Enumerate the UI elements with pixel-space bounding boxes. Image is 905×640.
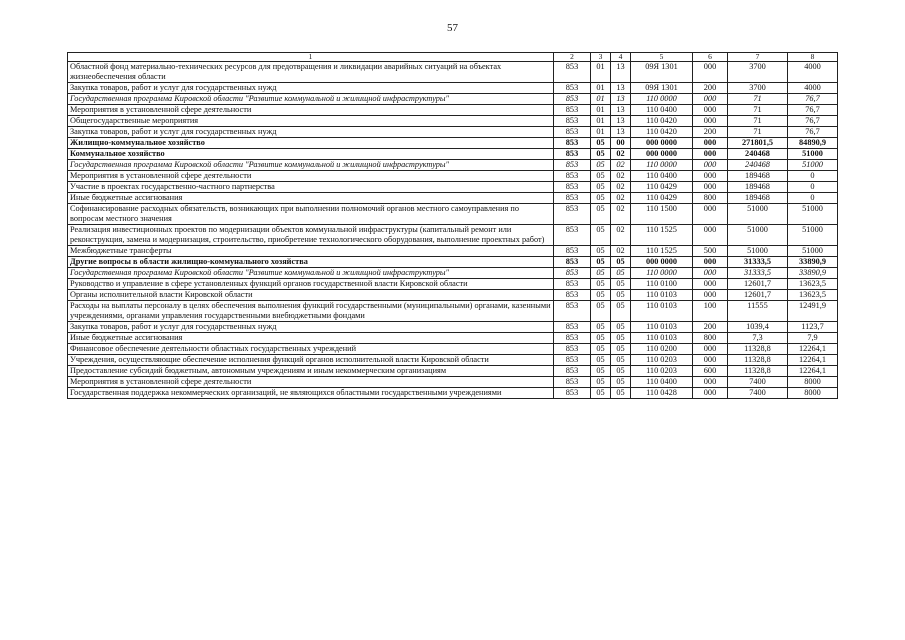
section-cell: 05 [591, 377, 611, 388]
row-name-cell: Другие вопросы в области жилищно-коммунального хозяйства [68, 257, 554, 268]
code-admin-cell: 853 [554, 388, 591, 399]
code-admin-cell: 853 [554, 62, 591, 83]
subsection-cell: 05 [611, 322, 631, 333]
amount-year1-cell: 1039,4 [728, 322, 788, 333]
row-name-cell: Расходы на выплаты персоналу в целях обеспечения выполнения функций государственными (муниципальными) органами, казенными учреждениями, органами управления государственными внебюджетными фондами [68, 301, 554, 322]
target-article-cell: 110 0400 [631, 377, 693, 388]
code-admin-cell: 853 [554, 322, 591, 333]
section-cell: 05 [591, 225, 611, 246]
section-cell: 05 [591, 182, 611, 193]
target-article-cell: 000 0000 [631, 257, 693, 268]
row-name-cell: Финансовое обеспечение деятельности областных государственных учреждений [68, 344, 554, 355]
amount-year1-cell: 11328,8 [728, 344, 788, 355]
table-row [68, 105, 838, 116]
expense-type-cell: 000 [693, 377, 728, 388]
expense-type-cell: 000 [693, 160, 728, 171]
target-article-cell: 110 1525 [631, 246, 693, 257]
subsection-cell: 02 [611, 193, 631, 204]
amount-year2-cell: 76,7 [788, 105, 838, 116]
target-article-cell: 110 0000 [631, 94, 693, 105]
code-admin-cell: 853 [554, 355, 591, 366]
subsection-cell: 02 [611, 204, 631, 225]
section-cell: 05 [591, 160, 611, 171]
row-name-cell: Коммунальное хозяйство [68, 149, 554, 160]
target-article-cell: 110 0103 [631, 290, 693, 301]
row-name-cell: Иные бюджетные ассигнования [68, 193, 554, 204]
row-name-cell: Реализация инвестиционных проектов по модернизации объектов коммунальной инфраструктуры (капитальный ремонт или реконструкция, замена и модернизация, строительство, приобретение технологического оборудования, выполнение проектных работ) [68, 225, 554, 246]
subsection-cell: 02 [611, 246, 631, 257]
code-admin-cell: 853 [554, 344, 591, 355]
amount-year1-cell: 3700 [728, 83, 788, 94]
code-admin-cell: 853 [554, 160, 591, 171]
amount-year1-cell: 31333,5 [728, 268, 788, 279]
amount-year1-cell: 271801,5 [728, 138, 788, 149]
subsection-cell: 13 [611, 62, 631, 83]
amount-year1-cell: 51000 [728, 204, 788, 225]
row-name-cell: Органы исполнительной власти Кировской области [68, 290, 554, 301]
target-article-cell: 110 0429 [631, 182, 693, 193]
row-name-cell: Закупка товаров, работ и услуг для государственных нужд [68, 83, 554, 94]
code-admin-cell: 853 [554, 193, 591, 204]
header-cell: 4 [611, 53, 631, 62]
amount-year1-cell: 11555 [728, 301, 788, 322]
amount-year2-cell: 76,7 [788, 116, 838, 127]
expense-type-cell: 000 [693, 355, 728, 366]
subsection-cell: 05 [611, 301, 631, 322]
subsection-cell: 05 [611, 333, 631, 344]
subsection-cell: 02 [611, 182, 631, 193]
amount-year2-cell: 33890,9 [788, 268, 838, 279]
code-admin-cell: 853 [554, 377, 591, 388]
amount-year1-cell: 71 [728, 127, 788, 138]
table-row [68, 366, 838, 377]
section-cell: 01 [591, 127, 611, 138]
expense-type-cell: 000 [693, 182, 728, 193]
code-admin-cell: 853 [554, 149, 591, 160]
table-row [68, 193, 838, 204]
table-row [68, 182, 838, 193]
row-name-cell: Софинансирование расходных обязательств, возникающих при выполнении полномочий органов местного самоуправления по вопросам местного значения [68, 204, 554, 225]
subsection-cell: 05 [611, 257, 631, 268]
subsection-cell: 05 [611, 388, 631, 399]
section-cell: 05 [591, 290, 611, 301]
header-cell: 5 [631, 53, 693, 62]
amount-year1-cell: 71 [728, 94, 788, 105]
expense-type-cell: 000 [693, 138, 728, 149]
expense-type-cell: 000 [693, 171, 728, 182]
amount-year2-cell: 0 [788, 182, 838, 193]
amount-year2-cell: 84890,9 [788, 138, 838, 149]
amount-year1-cell: 31333,5 [728, 257, 788, 268]
section-cell: 05 [591, 268, 611, 279]
amount-year1-cell: 12601,7 [728, 290, 788, 301]
subsection-cell: 02 [611, 225, 631, 246]
code-admin-cell: 853 [554, 182, 591, 193]
table-row [68, 246, 838, 257]
target-article-cell: 110 0203 [631, 355, 693, 366]
target-article-cell: 110 1500 [631, 204, 693, 225]
code-admin-cell: 853 [554, 279, 591, 290]
row-name-cell: Областной фонд материально-технических ресурсов для предотвращения и ликвидации аварийных ситуаций на объектах жизнеобеспечения области [68, 62, 554, 83]
table-row [68, 149, 838, 160]
page-number: 57 [447, 22, 458, 34]
expense-type-cell: 100 [693, 301, 728, 322]
row-name-cell: Закупка товаров, работ и услуг для государственных нужд [68, 322, 554, 333]
target-article-cell: 09Я 1301 [631, 83, 693, 94]
table-row [68, 344, 838, 355]
row-name-cell: Участие в проектах государственно-частного партнерства [68, 182, 554, 193]
table-row [68, 171, 838, 182]
expense-type-cell: 000 [693, 279, 728, 290]
amount-year2-cell: 4000 [788, 62, 838, 83]
row-name-cell: Мероприятия в установленной сфере деятельности [68, 105, 554, 116]
subsection-cell: 05 [611, 268, 631, 279]
table-row [68, 268, 838, 279]
table-row [68, 290, 838, 301]
amount-year2-cell: 0 [788, 193, 838, 204]
target-article-cell: 110 0103 [631, 301, 693, 322]
row-name-cell: Закупка товаров, работ и услуг для государственных нужд [68, 127, 554, 138]
row-name-cell: Государственная программа Кировской области "Развитие коммунальной и жилищной инфраструктуры" [68, 94, 554, 105]
section-cell: 05 [591, 204, 611, 225]
target-article-cell: 110 1525 [631, 225, 693, 246]
section-cell: 05 [591, 246, 611, 257]
amount-year1-cell: 11328,8 [728, 355, 788, 366]
section-cell: 05 [591, 344, 611, 355]
subsection-cell: 13 [611, 94, 631, 105]
amount-year2-cell: 12264,1 [788, 366, 838, 377]
amount-year1-cell: 71 [728, 116, 788, 127]
target-article-cell: 110 0103 [631, 333, 693, 344]
row-name-cell: Руководство и управление в сфере установленных функций органов государственной власти Кировской области [68, 279, 554, 290]
table-row [68, 377, 838, 388]
expense-type-cell: 200 [693, 83, 728, 94]
table-row [68, 388, 838, 399]
amount-year2-cell: 12264,1 [788, 355, 838, 366]
amount-year1-cell: 71 [728, 105, 788, 116]
amount-year1-cell: 240468 [728, 160, 788, 171]
expense-type-cell: 000 [693, 388, 728, 399]
table-row [68, 138, 838, 149]
row-name-cell: Государственная поддержка некоммерческих организаций, не являющихся областными государственными учреждениями [68, 388, 554, 399]
table-row [68, 116, 838, 127]
section-cell: 01 [591, 83, 611, 94]
code-admin-cell: 853 [554, 116, 591, 127]
table-row [68, 160, 838, 171]
section-cell: 05 [591, 193, 611, 204]
table-row [68, 204, 838, 225]
header-cell: 3 [591, 53, 611, 62]
amount-year1-cell: 189468 [728, 182, 788, 193]
table-row [68, 225, 838, 246]
section-cell: 01 [591, 94, 611, 105]
section-cell: 05 [591, 138, 611, 149]
amount-year2-cell: 51000 [788, 246, 838, 257]
header-row [68, 53, 838, 62]
subsection-cell: 02 [611, 160, 631, 171]
section-cell: 01 [591, 105, 611, 116]
amount-year1-cell: 12601,7 [728, 279, 788, 290]
amount-year1-cell: 7,3 [728, 333, 788, 344]
amount-year2-cell: 13623,5 [788, 279, 838, 290]
target-article-cell: 110 0103 [631, 322, 693, 333]
expense-type-cell: 000 [693, 116, 728, 127]
subsection-cell: 13 [611, 116, 631, 127]
expense-type-cell: 000 [693, 225, 728, 246]
code-admin-cell: 853 [554, 366, 591, 377]
amount-year1-cell: 51000 [728, 246, 788, 257]
amount-year2-cell: 76,7 [788, 94, 838, 105]
amount-year2-cell: 13623,5 [788, 290, 838, 301]
subsection-cell: 05 [611, 355, 631, 366]
subsection-cell: 00 [611, 138, 631, 149]
section-cell: 05 [591, 355, 611, 366]
expense-type-cell: 000 [693, 290, 728, 301]
amount-year2-cell: 0 [788, 171, 838, 182]
row-name-cell: Общегосударственные мероприятия [68, 116, 554, 127]
subsection-cell: 05 [611, 377, 631, 388]
amount-year1-cell: 51000 [728, 225, 788, 246]
amount-year1-cell: 3700 [728, 62, 788, 83]
amount-year1-cell: 189468 [728, 171, 788, 182]
expense-type-cell: 000 [693, 344, 728, 355]
amount-year1-cell: 189468 [728, 193, 788, 204]
target-article-cell: 110 0400 [631, 105, 693, 116]
code-admin-cell: 853 [554, 127, 591, 138]
expense-type-cell: 600 [693, 366, 728, 377]
subsection-cell: 13 [611, 105, 631, 116]
row-name-cell: Государственная программа Кировской области "Развитие коммунальной и жилищной инфраструктуры" [68, 268, 554, 279]
amount-year2-cell: 33890,9 [788, 257, 838, 268]
expense-type-cell: 000 [693, 94, 728, 105]
amount-year2-cell: 76,7 [788, 127, 838, 138]
section-cell: 05 [591, 366, 611, 377]
amount-year2-cell: 51000 [788, 149, 838, 160]
target-article-cell: 110 0428 [631, 388, 693, 399]
code-admin-cell: 853 [554, 301, 591, 322]
amount-year2-cell: 4000 [788, 83, 838, 94]
amount-year2-cell: 51000 [788, 225, 838, 246]
code-admin-cell: 853 [554, 257, 591, 268]
row-name-cell: Предоставление субсидий бюджетным, автономным учреждениям и иным некоммерческим организациям [68, 366, 554, 377]
code-admin-cell: 853 [554, 225, 591, 246]
expense-type-cell: 500 [693, 246, 728, 257]
section-cell: 05 [591, 149, 611, 160]
target-article-cell: 09Я 1301 [631, 62, 693, 83]
code-admin-cell: 853 [554, 94, 591, 105]
target-article-cell: 110 0000 [631, 160, 693, 171]
expense-type-cell: 000 [693, 105, 728, 116]
code-admin-cell: 853 [554, 268, 591, 279]
expense-type-cell: 200 [693, 127, 728, 138]
amount-year1-cell: 7400 [728, 388, 788, 399]
section-cell: 05 [591, 388, 611, 399]
expense-type-cell: 800 [693, 193, 728, 204]
subsection-cell: 05 [611, 290, 631, 301]
section-cell: 05 [591, 171, 611, 182]
amount-year2-cell: 8000 [788, 377, 838, 388]
header-cell: 1 [68, 53, 554, 62]
header-cell: 6 [693, 53, 728, 62]
subsection-cell: 13 [611, 127, 631, 138]
section-cell: 05 [591, 333, 611, 344]
target-article-cell: 110 0000 [631, 268, 693, 279]
expense-type-cell: 000 [693, 62, 728, 83]
expense-type-cell: 200 [693, 322, 728, 333]
table-row [68, 333, 838, 344]
amount-year2-cell: 51000 [788, 160, 838, 171]
code-admin-cell: 853 [554, 333, 591, 344]
section-cell: 01 [591, 62, 611, 83]
row-name-cell: Иные бюджетные ассигнования [68, 333, 554, 344]
table-row [68, 279, 838, 290]
row-name-cell: Межбюджетные трансферты [68, 246, 554, 257]
header-cell: 2 [554, 53, 591, 62]
subsection-cell: 05 [611, 279, 631, 290]
row-name-cell: Учреждения, осуществляющие обеспечение исполнения функций органов исполнительной власти Кировской области [68, 355, 554, 366]
code-admin-cell: 853 [554, 83, 591, 94]
amount-year1-cell: 240468 [728, 149, 788, 160]
target-article-cell: 110 0420 [631, 116, 693, 127]
expense-type-cell: 000 [693, 149, 728, 160]
section-cell: 01 [591, 116, 611, 127]
target-article-cell: 110 0100 [631, 279, 693, 290]
expense-type-cell: 000 [693, 204, 728, 225]
target-article-cell: 000 0000 [631, 138, 693, 149]
subsection-cell: 05 [611, 344, 631, 355]
table-row [68, 322, 838, 333]
table-row [68, 83, 838, 94]
code-admin-cell: 853 [554, 171, 591, 182]
amount-year2-cell: 51000 [788, 204, 838, 225]
amount-year1-cell: 11328,8 [728, 366, 788, 377]
section-cell: 05 [591, 301, 611, 322]
table-row [68, 62, 838, 83]
code-admin-cell: 853 [554, 204, 591, 225]
code-admin-cell: 853 [554, 105, 591, 116]
amount-year2-cell: 12264,1 [788, 344, 838, 355]
row-name-cell: Мероприятия в установленной сфере деятельности [68, 171, 554, 182]
target-article-cell: 110 0203 [631, 366, 693, 377]
subsection-cell: 05 [611, 366, 631, 377]
section-cell: 05 [591, 257, 611, 268]
table-row [68, 301, 838, 322]
table-row [68, 94, 838, 105]
section-cell: 05 [591, 322, 611, 333]
code-admin-cell: 853 [554, 290, 591, 301]
target-article-cell: 110 0429 [631, 193, 693, 204]
target-article-cell: 110 0420 [631, 127, 693, 138]
target-article-cell: 110 0200 [631, 344, 693, 355]
subsection-cell: 02 [611, 149, 631, 160]
row-name-cell: Мероприятия в установленной сфере деятельности [68, 377, 554, 388]
table-row [68, 355, 838, 366]
expense-type-cell: 800 [693, 333, 728, 344]
amount-year2-cell: 7,9 [788, 333, 838, 344]
table-row [68, 257, 838, 268]
expense-type-cell: 000 [693, 268, 728, 279]
amount-year1-cell: 7400 [728, 377, 788, 388]
code-admin-cell: 853 [554, 246, 591, 257]
target-article-cell: 000 0000 [631, 149, 693, 160]
header-cell: 8 [788, 53, 838, 62]
expense-type-cell: 000 [693, 257, 728, 268]
amount-year2-cell: 1123,7 [788, 322, 838, 333]
row-name-cell: Жилищно-коммунальное хозяйство [68, 138, 554, 149]
code-admin-cell: 853 [554, 138, 591, 149]
subsection-cell: 02 [611, 171, 631, 182]
target-article-cell: 110 0400 [631, 171, 693, 182]
amount-year2-cell: 8000 [788, 388, 838, 399]
row-name-cell: Государственная программа Кировской области "Развитие коммунальной и жилищной инфраструктуры" [68, 160, 554, 171]
budget-table [67, 52, 838, 399]
table-row [68, 127, 838, 138]
subsection-cell: 13 [611, 83, 631, 94]
header-cell: 7 [728, 53, 788, 62]
amount-year2-cell: 12491,9 [788, 301, 838, 322]
section-cell: 05 [591, 279, 611, 290]
